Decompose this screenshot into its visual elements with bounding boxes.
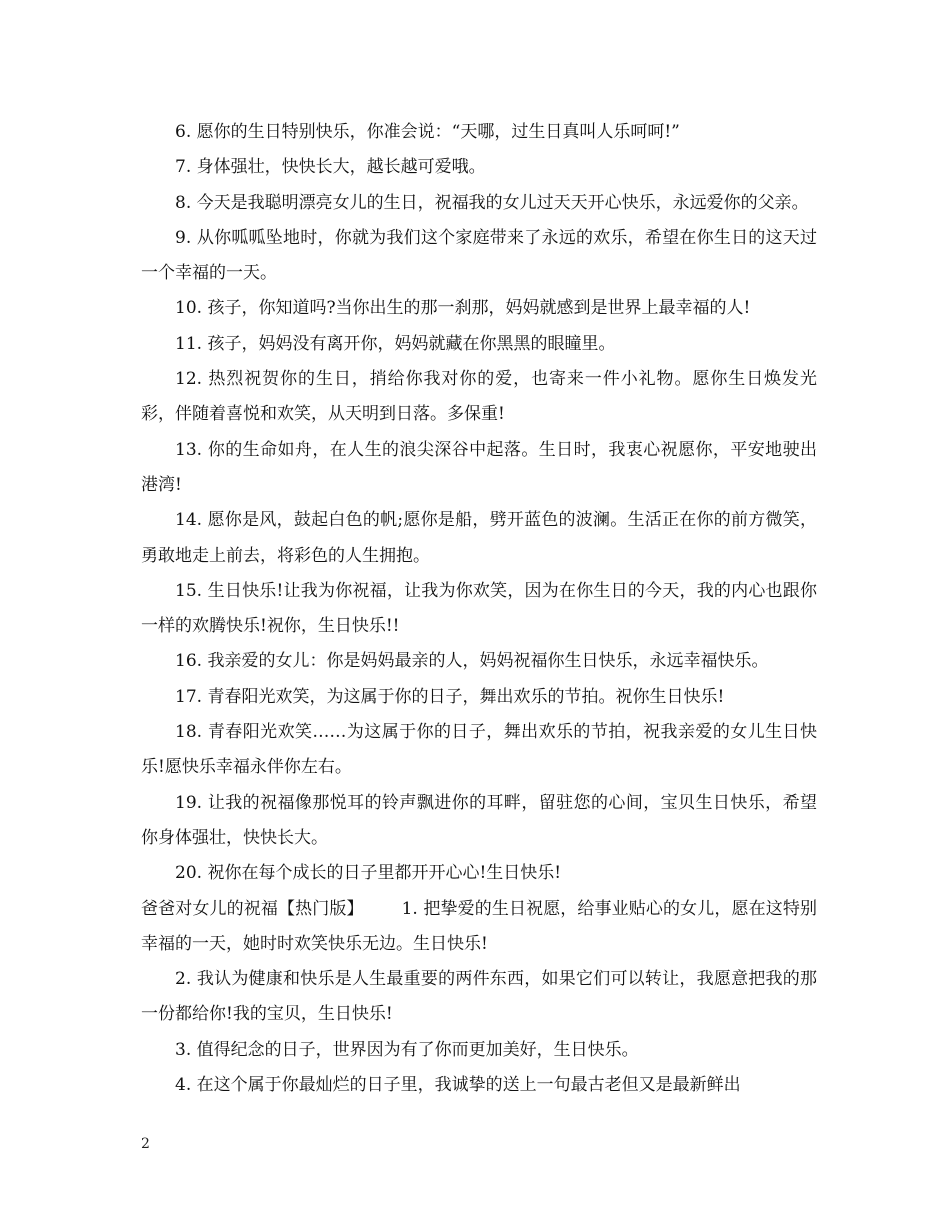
paragraph-15: 15. 生日快乐!让我为你祝福，让我为你欢笑，因为在你生日的今天，我的内心也跟你一样的欢腾快乐!祝你，生日快乐!! — [141, 580, 817, 637]
paragraph-10: 10. 孩子，你知道吗?当你出生的那一刹那，妈妈就感到是世界上最幸福的人! — [175, 298, 751, 319]
paragraph-20: 20. 祝你在每个成长的日子里都开开心心!生日快乐! — [175, 863, 562, 884]
document-body — [141, 115, 817, 1103]
section-heading-paragraph — [141, 892, 817, 963]
paragraph-16: 16. 我亲爱的女儿：你是妈妈最亲的人，妈妈祝福你生日快乐，永远幸福快乐。 — [175, 651, 769, 672]
paragraph-18: 18. 青春阳光欢笑……为这属于你的日子，舞出欢乐的节拍，祝我亲爱的女儿生日快乐!愿快乐幸福永伴你左右。 — [141, 722, 817, 778]
paragraph-17: 17. 青春阳光欢笑，为这属于你的日子，舞出欢乐的节拍。祝你生日快乐! — [175, 686, 725, 707]
paragraph-19: 19. 让我的祝福像那悦耳的铃声飘进你的耳畔，留驻您的心间，宝贝生日快乐，希望你身体强壮，快快长大。 — [141, 792, 817, 848]
section-item-1: 1. 把挚爱的生日祝愿，给事业贴心的女儿，愿在这特别幸福的一天，她时时欢笑快乐无边。生日快乐! — [141, 898, 818, 954]
page-number: 2 — [141, 1136, 150, 1152]
paragraph-12: 12. 热烈祝贺你的生日，捎给你我对你的爱，也寄来一件小礼物。愿你生日焕发光彩，伴随着喜悦和欢笑，从天明到日落。多保重! — [141, 369, 817, 425]
section-item-3: 3. 值得纪念的日子，世界因为有了你而更加美好，生日快乐。 — [175, 1039, 639, 1060]
paragraph-6: 6. 愿你的生日特别快乐，你准会说：“天哪，过生日真叫人乐呵呵!” — [175, 122, 680, 142]
paragraph-11: 11. 孩子，妈妈没有离开你，妈妈就藏在你黑黑的眼瞳里。 — [175, 333, 616, 354]
section-heading: 爸爸对女儿的祝福【热门版】 — [141, 898, 364, 919]
paragraph-13: 13. 你的生命如舟，在人生的浪尖深谷中起落。生日时，我衷心祝愿你，平安地驶出港湾! — [141, 439, 817, 495]
section-item-2: 2. 我认为健康和快乐是人生最重要的两件东西，如果它们可以转让，我愿意把我的那一份都给你!我的宝贝，生日快乐! — [141, 969, 817, 1025]
paragraph-9: 9. 从你呱呱坠地时，你就为我们这个家庭带来了永远的欢乐，希望在你生日的这天过一个幸福的一天。 — [141, 227, 817, 284]
paragraph-8: 8. 今天是我聪明漂亮女儿的生日，祝福我的女儿过天天开心快乐，永远爱你的父亲。 — [175, 192, 809, 213]
section-item-4: 4. 在这个属于你最灿烂的日子里，我诚挚的送上一句最古老但又是最新鲜出 — [175, 1075, 741, 1096]
paragraph-7: 7. 身体强壮，快快长大，越长越可爱哦。 — [175, 157, 486, 178]
paragraph-14: 14. 愿你是风，鼓起白色的帆;愿你是船，劈开蓝色的波澜。生活正在你的前方微笑，勇敢地走上前去，将彩色的人生拥抱。 — [141, 510, 817, 566]
